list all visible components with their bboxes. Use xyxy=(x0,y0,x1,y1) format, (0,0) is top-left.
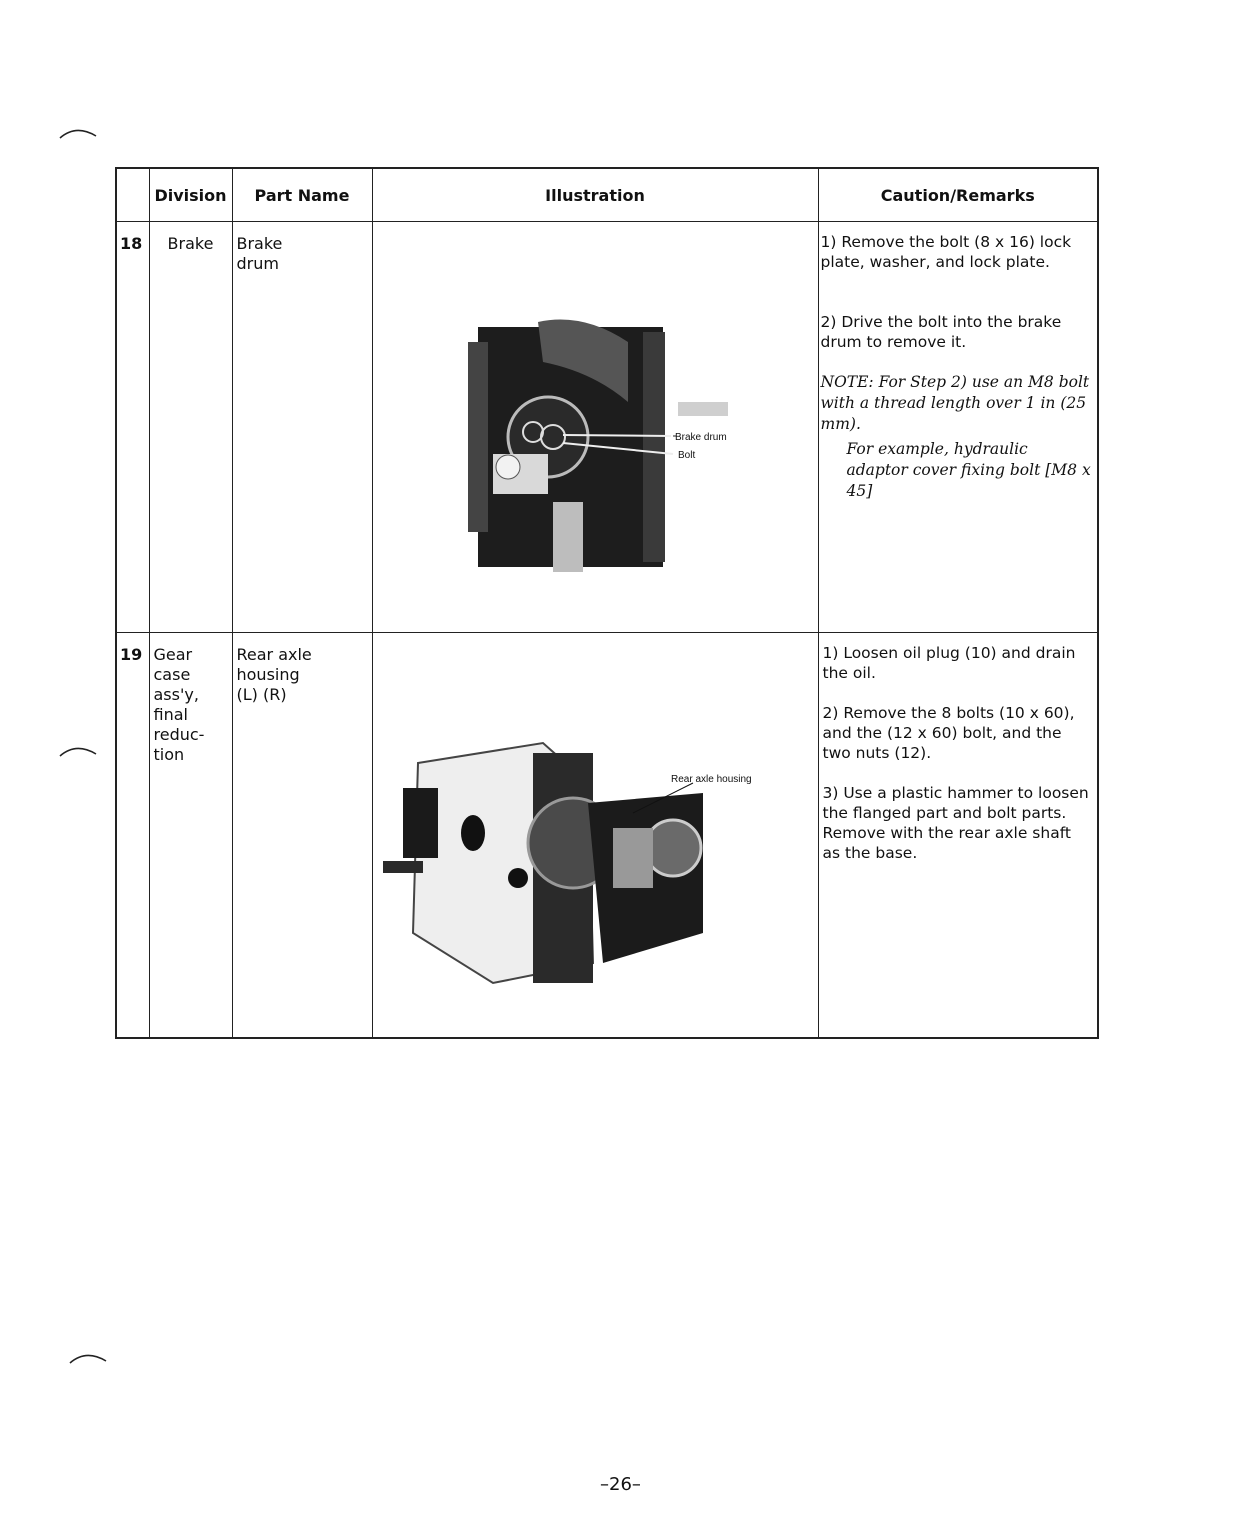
header-no xyxy=(116,168,149,222)
remark-step: 2) Drive the bolt into the brake drum to remove it. xyxy=(820,313,1062,351)
punch-mark xyxy=(58,738,98,768)
table-row xyxy=(116,222,1098,633)
table-row xyxy=(116,633,1098,1039)
note-text xyxy=(821,372,1092,502)
punch-mark xyxy=(58,120,98,150)
punch-mark xyxy=(68,1345,108,1375)
remark-step: 2) Remove the 8 bolts (10 x 60), and the (12 x 60) bolt, and the two nuts (12). xyxy=(822,704,1075,762)
header-division: Division xyxy=(149,168,232,222)
remark-step: 3) Use a plastic hammer to loosen the flanged part and bolt parts. Remove with the rear axle shaft as the base. xyxy=(822,784,1089,862)
division-cell: Gear case ass'y, final reduc- tion xyxy=(153,645,205,764)
part-name-cell: Rear axle housing (L) (R) xyxy=(236,645,312,704)
procedure-table xyxy=(115,167,1099,1039)
label-bolt: Bolt xyxy=(677,450,695,461)
header-part-name: Part Name xyxy=(232,168,372,222)
remarks-cell xyxy=(819,633,1098,863)
note-line: NOTE: For Step 2) use an M8 bolt with a thread length over 1 in (25 mm). xyxy=(820,373,1090,433)
remark-step: 1) Remove the bolt (8 x 16) lock plate, washer, and lock plate. xyxy=(820,233,1072,271)
remarks-cell xyxy=(819,222,1098,502)
division-cell: Brake xyxy=(167,234,214,253)
page-number: –26– xyxy=(600,1474,641,1495)
note-example: For example, hydraulic adaptor cover fixing bolt [M8 x 45] xyxy=(846,440,1091,500)
table-header-row xyxy=(116,168,1098,222)
header-illustration: Illustration xyxy=(372,168,818,222)
part-name-cell: Brake drum xyxy=(236,234,283,273)
header-caution: Caution/Remarks xyxy=(818,168,1098,222)
brake-drum-photo xyxy=(373,222,818,628)
label-brake-drum: Brake drum xyxy=(674,432,727,443)
remark-step: 1) Loosen oil plug (10) and drain the oil. xyxy=(822,644,1076,682)
rear-axle-housing-photo xyxy=(373,633,818,1033)
illustration-cell xyxy=(372,222,818,633)
row-number: 19 xyxy=(120,645,143,664)
row-number: 18 xyxy=(120,234,143,253)
label-rear-axle-housing: Rear axle housing xyxy=(670,774,752,785)
illustration-cell xyxy=(372,633,818,1039)
